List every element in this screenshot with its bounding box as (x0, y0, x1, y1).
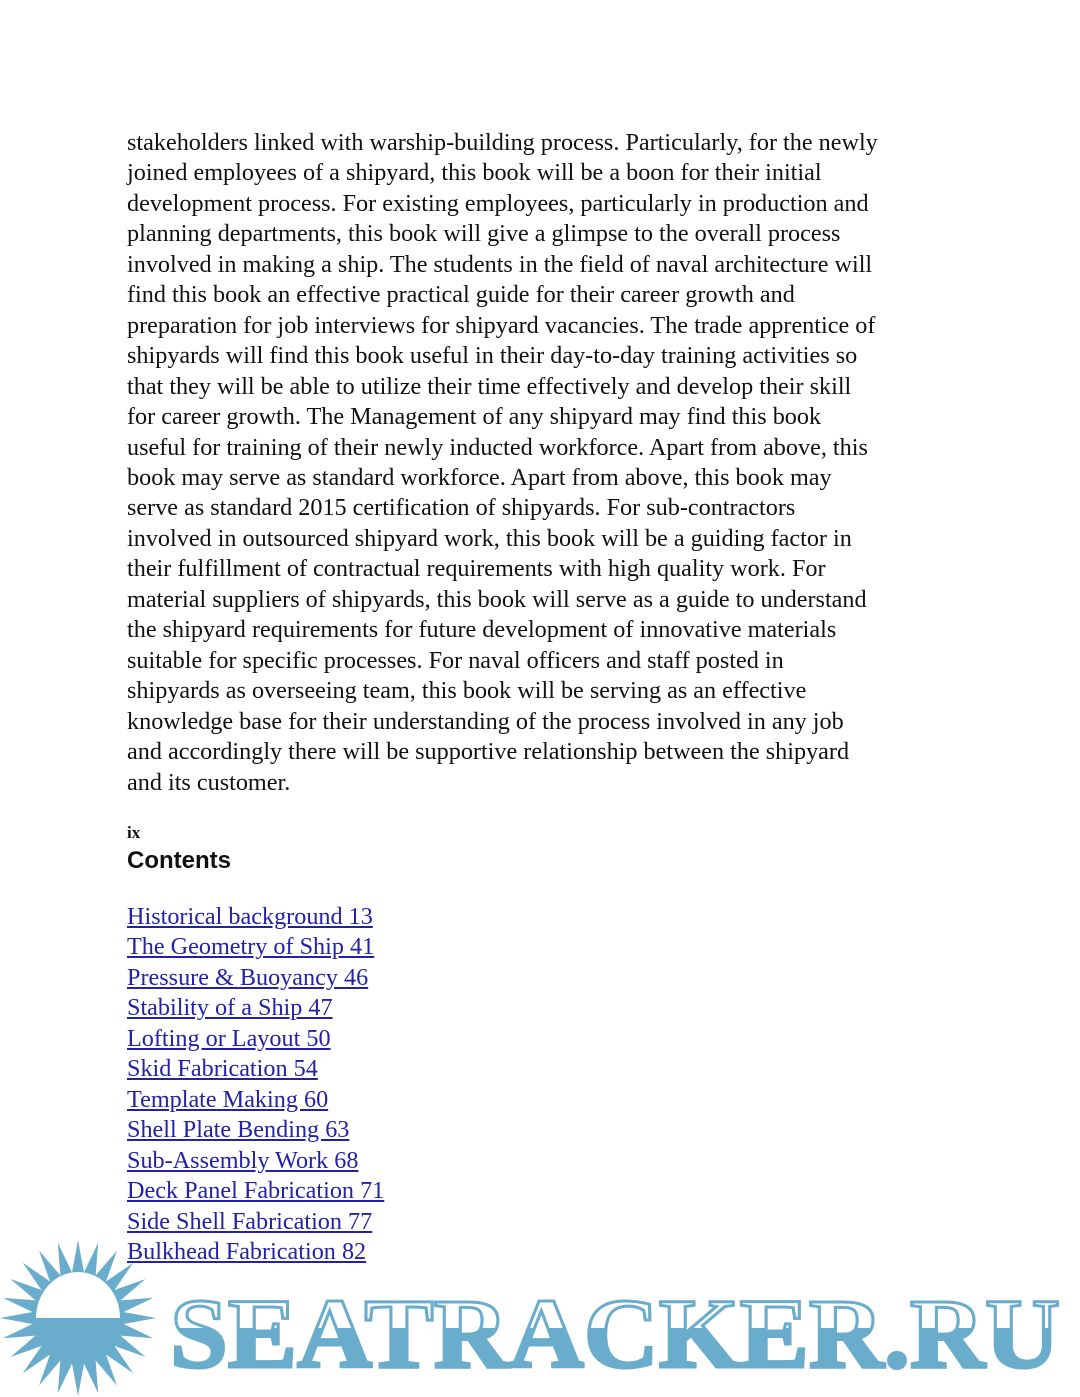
toc-link[interactable]: The Geometry of Ship 41 (127, 933, 375, 961)
page-number: ix (127, 823, 141, 842)
paragraph-line: and accordingly there will be supportive relationship between the shipyard (127, 738, 850, 766)
paragraph-line: planning departments, this book will give a glimpse to the overall process (127, 220, 841, 248)
paragraph-line: preparation for job interviews for shipyard vacancies. The trade apprentice of (127, 311, 876, 339)
toc-link[interactable]: Stability of a Ship 47 (127, 994, 333, 1022)
paragraph-line: the shipyard requirements for future development of innovative materials (127, 616, 837, 644)
paragraph-line: book may serve as standard workforce. Apart from above, this book may (127, 463, 832, 491)
paragraph-line: stakeholders linked with warship-building process. Particularly, for the newly (127, 129, 878, 156)
toc-link[interactable]: Pressure & Buoyancy 46 (127, 963, 369, 991)
paragraph-line: find this book an effective practical guide for their career growth and (127, 281, 795, 309)
table-of-contents (127, 902, 384, 1267)
paragraph-line: for career growth. The Management of any shipyard may find this book (127, 403, 822, 431)
paragraph-line: shipyards as overseeing team, this book will be serving as an effective (127, 677, 807, 705)
toc-link[interactable]: Lofting or Layout 50 (127, 1024, 331, 1052)
paragraph-line: suitable for specific processes. For naval officers and staff posted in (127, 646, 784, 674)
paragraph-line: useful for training of their newly inducted workforce. Apart from above, this (127, 433, 868, 461)
watermark-logo (0, 1272, 1080, 1397)
body-paragraph (127, 128, 878, 798)
toc-link[interactable]: Side Shell Fabrication 77 (127, 1207, 373, 1235)
paragraph-line: development process. For existing employees, particularly in production and (127, 189, 869, 217)
paragraph-line: and its customer. (127, 768, 291, 796)
paragraph-line: that they will be able to utilize their time effectively and develop their skill (127, 372, 852, 400)
paragraph-line: involved in making a ship. The students in the field of naval architecture will (127, 250, 873, 278)
paragraph-line: shipyards will find this book useful in their day-to-day training activities so (127, 342, 858, 370)
paragraph-line: material suppliers of shipyards, this book will serve as a guide to understand (127, 585, 867, 613)
contents-heading: Contents (127, 847, 231, 874)
paragraph-line: their fulfillment of contractual requirements with high quality work. For (127, 555, 826, 583)
toc-link[interactable]: Deck Panel Fabrication 71 (127, 1177, 385, 1205)
toc-link[interactable]: Bulkhead Fabrication 82 (127, 1237, 367, 1265)
paragraph-line: serve as standard 2015 certification of shipyards. For sub-contractors (127, 494, 796, 522)
paragraph-line: involved in outsourced shipyard work, this book will be a guiding factor in (127, 524, 852, 552)
toc-link[interactable]: Skid Fabrication 54 (127, 1055, 318, 1083)
paragraph-line: knowledge base for their understanding of the process involved in any job (127, 707, 844, 735)
toc-link[interactable]: Shell Plate Bending 63 (127, 1116, 350, 1144)
toc-link[interactable]: Sub-Assembly Work 68 (127, 1146, 359, 1174)
watermark-text: SEATRACKER.RU (170, 1278, 1060, 1389)
toc-link[interactable]: Template Making 60 (127, 1085, 329, 1113)
toc-link[interactable]: Historical background 13 (127, 903, 373, 930)
paragraph-line: joined employees of a shipyard, this book will be a boon for their initial (127, 159, 822, 187)
